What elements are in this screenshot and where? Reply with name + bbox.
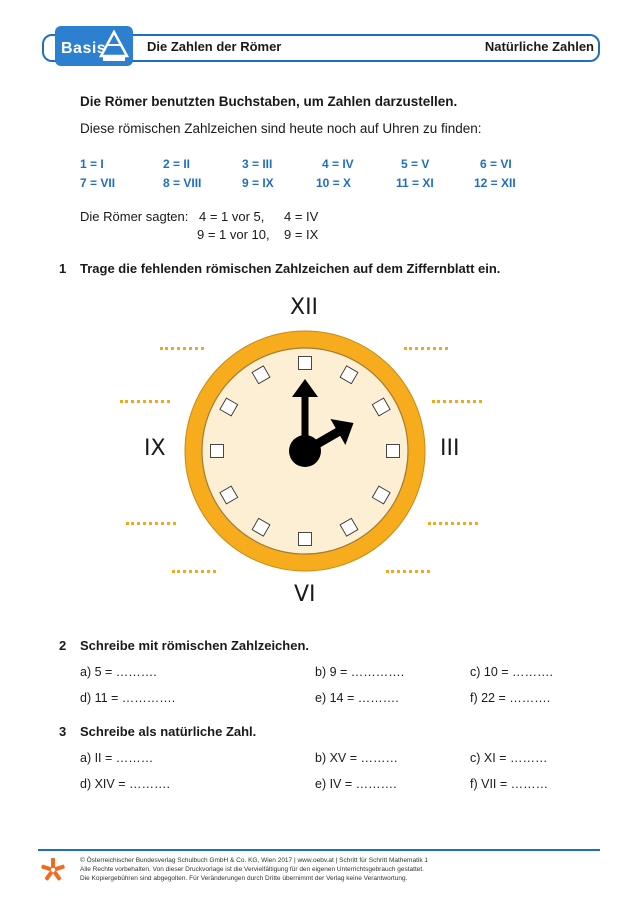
footer-copyright: © Österreichischer Bundesverlag Schulbuch GmbH & Co. KG, Wien 2017 | www.oebv.at | Schritt für Schritt Mathematik 1 — [80, 857, 428, 864]
exercise-item[interactable]: e) 14 = ………. — [315, 691, 399, 705]
saying-lead: Die Römer sagten: — [80, 209, 189, 224]
task1-number: 1 — [59, 261, 67, 276]
footer-rights: Alle Rechte vorbehalten. Von dieser Druckvorlage ist die Vervielfältigung für den eigenen Unterrichtsgebrauch gestattet. — [80, 866, 424, 873]
exercise-item[interactable]: d) XIV = ………. — [80, 777, 170, 791]
roman-item: 11 = XI — [396, 176, 434, 190]
roman-item: 6 = VI — [480, 157, 512, 171]
basis-badge — [55, 26, 133, 66]
roman-item: 9 = IX — [242, 176, 274, 190]
exercise-item[interactable]: a) 5 = ………. — [80, 665, 157, 679]
basis-label: Basis — [61, 40, 107, 57]
intro-heading: Die Römer benutzten Buchstaben, um Zahlen darzustellen. — [80, 94, 458, 109]
clock-numeral-vi: VI — [294, 582, 316, 607]
exercise-item[interactable]: b) XV = ……… — [315, 751, 399, 765]
roman-item: 3 = III — [242, 157, 273, 171]
footer-divider — [38, 849, 600, 851]
exercise-item[interactable]: c) 10 = ………. — [470, 665, 554, 679]
hour-mark-9 — [211, 445, 224, 458]
answer-line-iv[interactable] — [428, 522, 478, 525]
exercise-item[interactable]: d) 11 = …………. — [80, 691, 176, 705]
task1-text: Trage die fehlenden römischen Zahlzeichen auf dem Ziffernblatt ein. — [80, 261, 501, 276]
roman-item: 10 = X — [316, 176, 352, 190]
page-title: Die Zahlen der Römer — [147, 39, 282, 54]
footer-fees: Die Kopiergebühren sind abgegolten. Für Veränderungen durch Dritte übernimmt der Verlag keine Verantwortung. — [80, 875, 408, 882]
saying-line1b: 4 = IV — [284, 209, 319, 224]
roman-item: 4 = IV — [322, 157, 354, 171]
exercise-item[interactable]: f) 22 = ………. — [470, 691, 551, 705]
roman-item: 2 = II — [163, 157, 191, 171]
answer-line-ii[interactable] — [432, 400, 482, 403]
roman-item: 5 = V — [401, 157, 430, 171]
task3-number: 3 — [59, 724, 67, 739]
clock-numeral-iii: III — [440, 436, 460, 461]
intro-text: Diese römischen Zahlzeichen sind heute noch auf Uhren zu finden: — [80, 121, 482, 136]
clock-center-hub — [289, 435, 321, 467]
hour-mark-6 — [299, 533, 312, 546]
saying-line2b: 9 = IX — [284, 227, 319, 242]
publisher-logo-icon — [40, 857, 66, 883]
roman-item: 1 = I — [80, 157, 104, 171]
task2-text: Schreibe mit römischen Zahlzeichen. — [80, 638, 310, 653]
roman-item: 7 = VII — [80, 176, 116, 190]
exercise-item[interactable]: c) XI = ……… — [470, 751, 548, 765]
roman-item: 12 = XII — [474, 176, 516, 190]
hour-mark-12 — [299, 357, 312, 370]
task2-number: 2 — [59, 638, 67, 653]
triangle-logo-icon — [99, 30, 129, 62]
roman-item: 8 = VIII — [163, 176, 202, 190]
clock-numeral-ix: IX — [144, 436, 166, 461]
exercise-item[interactable]: a) II = ……… — [80, 751, 154, 765]
saying-line2a: 9 = 1 vor 10, — [197, 227, 270, 242]
hour-mark-3 — [387, 445, 400, 458]
answer-line-x[interactable] — [120, 400, 170, 403]
clock-numeral-xii: XII — [290, 295, 319, 320]
exercise-item[interactable]: e) IV = ………. — [315, 777, 397, 791]
page-subject: Natürliche Zahlen — [484, 39, 594, 54]
task3-text: Schreibe als natürliche Zahl. — [80, 724, 257, 739]
saying-line1a: 4 = 1 vor 5, — [199, 209, 265, 224]
answer-line-viii[interactable] — [126, 522, 176, 525]
exercise-item[interactable]: f) VII = ……… — [470, 777, 549, 791]
exercise-item[interactable]: b) 9 = …………. — [315, 665, 405, 679]
clock — [180, 326, 430, 576]
